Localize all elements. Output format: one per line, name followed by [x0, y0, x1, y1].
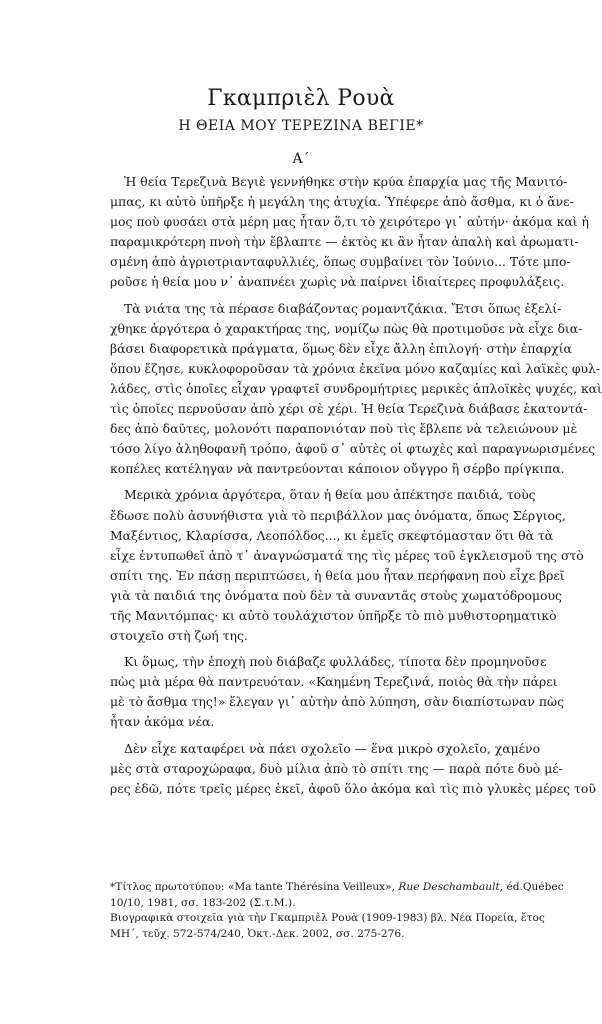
- text-line: Μαξέντιος, Κλαρίσσα, Λεοπόλδος..., κι ἐμεῖς σκεφτόμασταν ὅτι θὰ τὰ: [110, 527, 554, 543]
- text-line: εἶχε ἐντυπωθεῖ ἀπὸ τ᾿ ἀναγνώσματά της τὶς μέρες τοῦ ἐγκλεισμοῦ της στὸ: [110, 547, 584, 563]
- text-line: σπίτι της. Ἐν πάσῃ περιπτώσει, ἡ θεία μου ἦταν περήφανη ποὺ εἶχε βρεῖ: [110, 567, 565, 583]
- text-line: τὶς ὁποῖες περνοῦσαν ἀπὸ χέρι σὲ χέρι. Ἡ θεία Τερεζινὰ διάβασε ἑκατοντά-: [110, 401, 588, 417]
- text-line: πὼς μιὰ μέρα θὰ παντρευόταν. «Καημένη Τερεζινά, ποιὸς θὰ τὴν πάρει: [110, 674, 558, 690]
- text-line: Μερικὰ χρόνια ἀργότερα, ὅταν ἡ θεία μου ἀπέκτησε παιδιά, τοὺς: [124, 487, 536, 503]
- text-line: γιὰ τὰ παιδιά της ὀνόματα ποὺ δὲν τὰ συναντᾶς στοὺς χωματόδρομους: [110, 587, 562, 603]
- text-line: ὅπου ἔζησε, κυκλοφοροῦσαν τὰ χρόνια ἐκεῖνα μόνο καζαμίες καὶ λαϊκὲς φυλ-: [110, 360, 601, 376]
- text-line: τῆς Μανιτόμπας· κι αὐτὸ τουλάχιστον ὑπῆρξε τὸ πιὸ μυθιστορηματικὸ: [110, 607, 557, 623]
- footnote-original-title: *Τίτλος πρωτοτύπου: «Ma tante Thérésina Veilleux»,: [110, 881, 396, 893]
- text-line: ἦταν ἀκόμα νέα.: [110, 714, 215, 730]
- text-line: δες ἀπὸ δαῦτες, μολονότι παραπονιόταν ποὺ τὶς ἔβλεπε νὰ τελειώνουν μὲ: [110, 421, 578, 437]
- text-line: σμένη ἀπὸ ἀγριοτριανταφυλλιές, ὅπως συμβαίνει τὸν Ἰούνιο... Τότε μπο-: [110, 254, 571, 270]
- text-line: Δὲν εἶχε καταφέρει νὰ πάει σχολεῖο — ἕνα μικρὸ σχολεῖο, χαμένο: [124, 740, 541, 756]
- section-numeral: Α΄: [292, 151, 310, 167]
- story-title: Η ΘΕΙΑ ΜΟΥ ΤΕΡΕΖΙΝΑ ΒΕΓΙΕ*: [178, 118, 424, 134]
- text-line: βάσει διαφορετικὰ πράγματα, ὅμως δὲν εἶχε ἄλλη ἐπιλογή· στὴν ἐπαρχία: [110, 340, 572, 356]
- paragraph: [110, 172, 589, 293]
- footnote: [110, 880, 564, 942]
- text-line: ρες ἐδῶ, πότε τρεῖς μέρες ἐκεῖ, ἀφοῦ ὅλο ἀκόμα καὶ τὶς πιὸ γλυκὲς μέρες τοῦ: [110, 780, 596, 796]
- footnote-line: Βιογραφικὰ στοιχεῖα γιὰ τὴν Γκαμπριὲλ Ρουὰ (1909-1983) βλ. Νέα Πορεία, ἔτος: [110, 912, 545, 924]
- text-line: Κι ὅμως, τὴν ἐποχὴ ποὺ διάβαζε φυλλάδες, τίποτα δὲν προμηνοῦσε: [124, 654, 547, 670]
- text-line: Τὰ νιάτα της τὰ πέρασε διαβάζοντας ρομαντζάκια. Ἔτσι ὅπως ἐξελί-: [124, 300, 562, 316]
- text-line: Ἡ θεία Τερεζινὰ Βεγιὲ γεννήθηκε στὴν κρύα ἐπαρχία μας τῆς Μανιτό-: [124, 174, 568, 189]
- text-line: ἔδωσε πολὺ ἀσυνήθιστα γιὰ τὸ περιβάλλον μας ὀνόματα, ὅπως Σέργιος,: [110, 507, 566, 523]
- text-line: τόσο λίγο ἀληθοφανῆ τρόπο, ἀφοῦ σ᾿ αὐτὲς οἱ φτωχὲς καὶ παραγνωρισμένες: [110, 441, 596, 457]
- text-line: μος ποὺ φυσάει στὰ μέρη μας ἦταν ὅ,τι τὸ χειρότερο γι᾿ αὐτήν· ἀκόμα καὶ ἡ: [110, 214, 589, 230]
- text-line: μὲ τὸ ἄσθμα της!» ἔλεγαν γι᾿ αὐτὴν ἀπὸ λύπηση, σὰν διαπίστωναν πὼς: [110, 694, 565, 710]
- paragraph: [110, 652, 565, 732]
- author-name: Γκαμπριὲλ Ρουὰ: [207, 86, 395, 111]
- paragraph: [110, 739, 596, 799]
- footnote-line: 10/10, 1981, σσ. 183-202 (Σ.τ.Μ.).: [110, 896, 296, 909]
- text-line: παραμικρότερη πνοὴ τὴν ἔβλαπτε — ἐκτὸς κι ἂν ἦταν ἁπαλὴ καὶ ἀρωματι-: [110, 234, 579, 250]
- text-line: ροῦσε ἡ θεία μου ν᾿ ἀναπνέει χωρὶς νὰ παίρνει ἰδιαίτερες προφυλάξεις.: [110, 274, 565, 290]
- paragraph: [110, 485, 584, 646]
- text-line: στοιχεῖο στὴ ζωή της.: [110, 628, 248, 644]
- text-line: μὲς στὰ σταροχώραφα, δυὸ μίλια ἀπὸ τὸ σπίτι της — παρὰ πότε δυὸ μέ-: [110, 760, 563, 776]
- footnote-publisher: , éd.Québec: [499, 881, 564, 893]
- text-line: μπας, κι αὐτὸ ὑπῆρξε ἡ μεγάλη της ἀτυχία. Ὑπέφερε ἀπὸ ἄσθμα, κι ὁ ἄνε-: [110, 194, 574, 210]
- footnote-line: [110, 880, 564, 896]
- text-line: χθηκε ἀργότερα ὁ χαρακτήρας της, νομίζω πὼς θὰ προτιμοῦσε νὰ εἶχε δια-: [110, 320, 583, 336]
- paragraph: [110, 299, 602, 480]
- footnote-line: ΜΗ΄, τεῦχ. 572-574/240, Ὀκτ.-Δεκ. 2002, σσ. 275-276.: [110, 927, 405, 940]
- text-line: λάδες, στὶς ὁποῖες εἶχαν γραφτεῖ συνδρομήτριες μερικὲς ἁπλοϊκὲς ψυχές, καὶ: [110, 380, 602, 396]
- footnote-book-title: Rue Deschambault: [398, 881, 500, 893]
- text-line: κοπέλες κατέληγαν νὰ παντρεύονται κάποιον οὔγγρο ἢ σέρβο πρίγκιπα.: [110, 461, 565, 477]
- story-body: [110, 172, 602, 799]
